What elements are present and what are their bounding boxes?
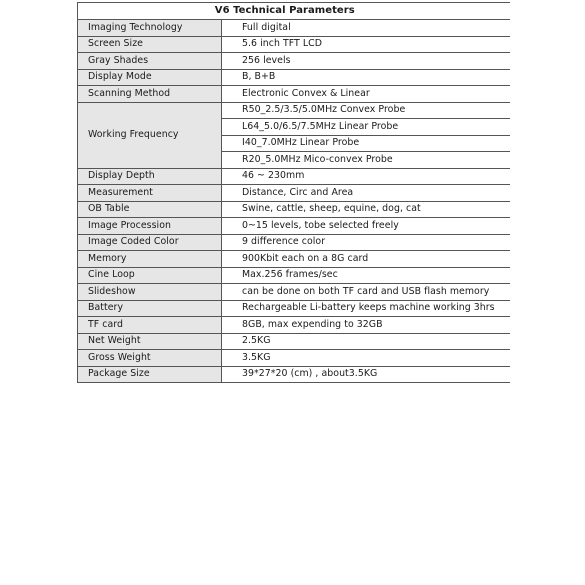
table-row <box>78 267 510 284</box>
parameter-value: I40_7.0MHz Linear Probe <box>222 135 510 152</box>
parameter-label: OB Table <box>78 201 222 218</box>
parameter-value: 39*27*20 (cm) , about3.5KG <box>222 366 510 383</box>
spec-table-body <box>78 3 510 383</box>
parameter-label: Imaging Technology <box>78 20 222 37</box>
table-row <box>78 300 510 317</box>
table-row <box>78 234 510 251</box>
parameter-label: Screen Size <box>78 36 222 53</box>
parameter-value: Electronic Convex & Linear <box>222 86 510 103</box>
parameter-value: 0~15 levels, tobe selected freely <box>222 218 510 235</box>
parameter-label: Net Weight <box>78 333 222 350</box>
parameter-value: can be done on both TF card and USB flash memory <box>222 284 510 301</box>
parameter-value: Max.256 frames/sec <box>222 267 510 284</box>
parameter-label: Slideshow <box>78 284 222 301</box>
parameter-value: R50_2.5/3.5/5.0MHz Convex Probe <box>222 102 510 119</box>
spec-table <box>77 2 510 383</box>
parameter-value: R20_5.0MHz Mico-convex Probe <box>222 152 510 169</box>
parameter-label: TF card <box>78 317 222 334</box>
parameter-value: B, B+B <box>222 69 510 86</box>
parameter-label: Display Mode <box>78 69 222 86</box>
parameter-value: Rechargeable Li-battery keeps machine working 3hrs <box>222 300 510 317</box>
table-row <box>78 284 510 301</box>
parameter-value: 256 levels <box>222 53 510 70</box>
parameter-label: Gross Weight <box>78 350 222 367</box>
parameter-label: Display Depth <box>78 168 222 185</box>
parameter-value: 3.5KG <box>222 350 510 367</box>
table-row <box>78 218 510 235</box>
table-row <box>78 69 510 86</box>
parameter-label: Package Size <box>78 366 222 383</box>
table-row <box>78 102 510 119</box>
parameter-value: Full digital <box>222 20 510 37</box>
table-row <box>78 20 510 37</box>
parameter-label: Image Procession <box>78 218 222 235</box>
parameter-value: L64_5.0/6.5/7.5MHz Linear Probe <box>222 119 510 136</box>
parameter-value: 9 difference color <box>222 234 510 251</box>
parameter-value: 2.5KG <box>222 333 510 350</box>
table-row <box>78 201 510 218</box>
table-row <box>78 251 510 268</box>
table-row <box>78 366 510 383</box>
parameter-value: Distance, Circ and Area <box>222 185 510 202</box>
table-row <box>78 185 510 202</box>
parameter-value: 8GB, max expending to 32GB <box>222 317 510 334</box>
parameter-value: 46 ~ 230mm <box>222 168 510 185</box>
table-row <box>78 317 510 334</box>
parameter-value: 5.6 inch TFT LCD <box>222 36 510 53</box>
table-row <box>78 36 510 53</box>
parameter-value: Swine, cattle, sheep, equine, dog, cat <box>222 201 510 218</box>
parameter-label: Gray Shades <box>78 53 222 70</box>
parameter-label: Image Coded Color <box>78 234 222 251</box>
parameter-label: Measurement <box>78 185 222 202</box>
parameter-label: Cine Loop <box>78 267 222 284</box>
title-row <box>78 3 510 20</box>
table-row <box>78 333 510 350</box>
table-row <box>78 168 510 185</box>
parameter-label: Scanning Method <box>78 86 222 103</box>
table-row <box>78 350 510 367</box>
table-row <box>78 86 510 103</box>
parameter-label: Working Frequency <box>78 102 222 168</box>
parameter-label: Memory <box>78 251 222 268</box>
table-row <box>78 53 510 70</box>
table-title-cell <box>78 3 510 20</box>
parameter-value: 900Kbit each on a 8G card <box>222 251 510 268</box>
table-title: V6 Technical Parameters <box>214 5 355 16</box>
parameter-label: Battery <box>78 300 222 317</box>
